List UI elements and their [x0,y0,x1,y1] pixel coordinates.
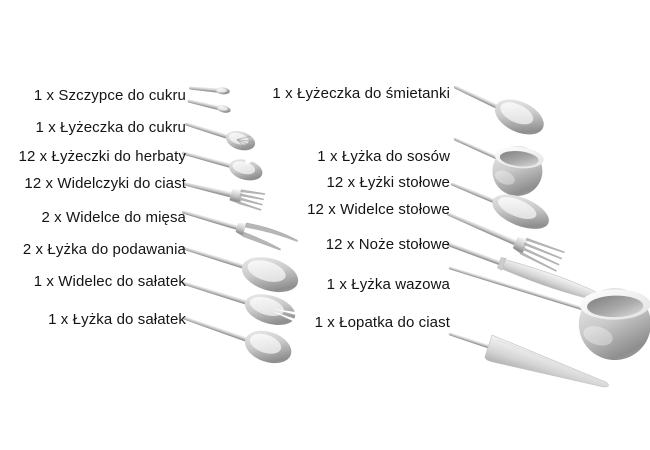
label-cake-server: 1 x Łopatka do ciast [314,314,450,331]
label-serving-spoon: 2 x Łyżka do podawania [22,241,186,258]
label-cream-spoon: 1 x Łyżeczka do śmietanki [272,85,450,102]
cream-spoon-icon [448,73,550,142]
label-table-knife: 12 x Noże stołowe [325,236,450,253]
sugar-spoon-icon [182,115,257,154]
teaspoon-icon [179,142,265,184]
label-teaspoon: 12 x Łyżeczki do herbaty [18,148,186,165]
label-cake-fork: 12 x Widelczyki do ciast [24,175,186,192]
label-tablespoon: 12 x Łyżki stołowe [326,174,450,191]
sugar-tongs-icon [185,81,234,114]
label-salad-spoon: 1 x Łyżka do sałatek [48,311,186,328]
label-sugar-tongs: 1 x Szczypce do cukru [33,87,186,104]
cake-fork-icon [182,175,265,210]
label-table-fork: 12 x Widelce stołowe [307,201,450,218]
label-salad-fork: 1 x Widelec do sałatek [33,273,186,290]
label-soup-ladle: 1 x Łyżka wazowa [326,276,450,293]
label-sugar-spoon: 1 x Łyżeczka do cukru [35,119,186,136]
label-meat-fork: 2 x Widelce do mięsa [41,209,186,226]
label-sauce-ladle: 1 x Łyżka do sosów [317,148,450,165]
